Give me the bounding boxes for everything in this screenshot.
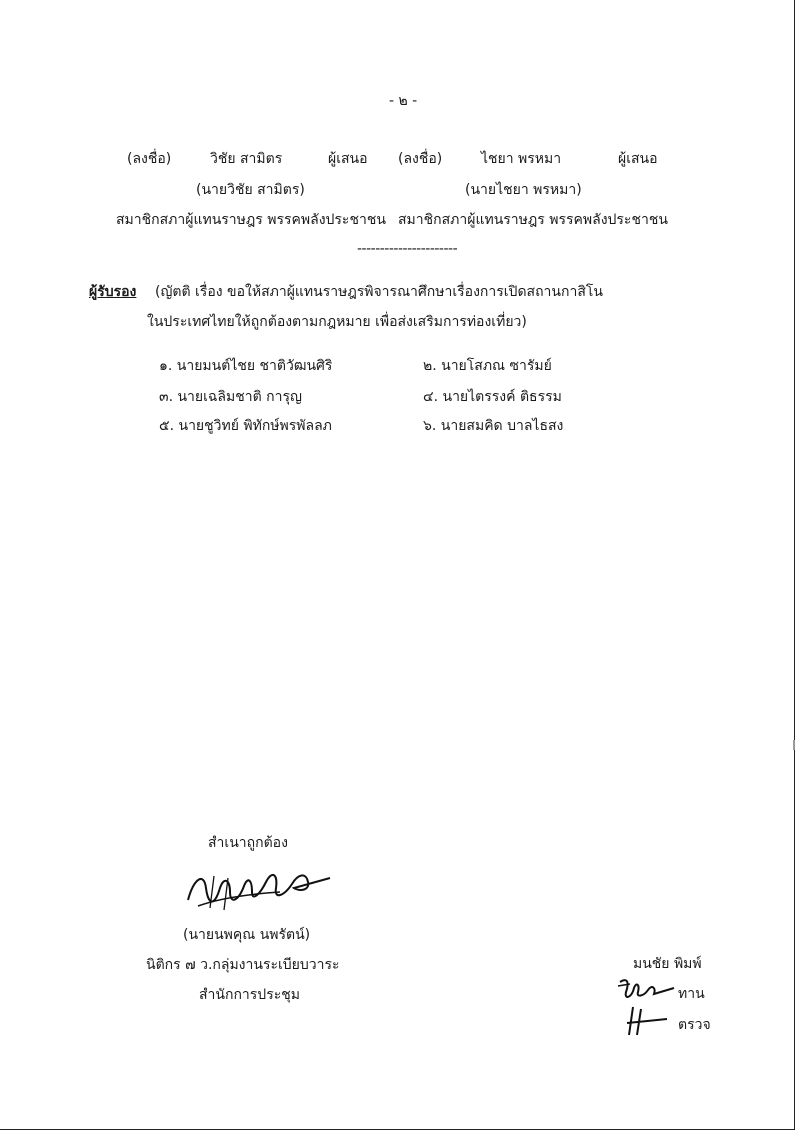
certification-label: สำเนาถูกต้อง bbox=[208, 835, 288, 851]
motion-line-1: (ญัตติ เรื่อง ขอให้สภาผู้แทนราษฎรพิจารณาศึกษาเรื่องการเปิดสถานกาสิโน bbox=[155, 284, 603, 300]
certifier-name: (นายนพคุณ นพรัตน์) bbox=[183, 927, 311, 943]
endorser-2: ๒. นายโสภณ ซารัมย์ bbox=[423, 358, 552, 374]
endorser-6: ๖. นายสมคิด บาลไธสง bbox=[423, 418, 564, 434]
signer-1-signature-name: วิชัย สามิตร bbox=[210, 151, 283, 167]
motion-line-2: ในประเทศไทยให้ถูกต้องตามกฎหมาย เพื่อส่งเสริมการท่องเที่ยว) bbox=[147, 314, 527, 330]
signer-2-position: สมาชิกสภาผู้แทนราษฎร พรรคพลังประชาชน bbox=[398, 212, 668, 228]
signer-2-role: ผู้เสนอ bbox=[618, 151, 658, 167]
page-number: - ๒ - bbox=[389, 93, 418, 109]
endorser-4: ๔. นายไตรรงค์ ติธรรม bbox=[423, 389, 562, 405]
checker-initials bbox=[623, 1005, 673, 1037]
signer-1-full-name: (นายวิชัย สามิตร) bbox=[196, 182, 305, 198]
divider: ---------------------- bbox=[357, 241, 458, 257]
signer-2-signature-name: ไชยา พรหมา bbox=[481, 151, 562, 167]
signer-1-role: ผู้เสนอ bbox=[328, 151, 368, 167]
signer-1-position: สมาชิกสภาผู้แทนราษฎร พรรคพลังประชาชน bbox=[116, 212, 386, 228]
signer-2-full-name: (นายไชยา พรหมา) bbox=[465, 182, 582, 198]
certifier-title: นิติกร ๗ ว.กลุ่มงานระเบียบวาระ bbox=[146, 957, 340, 973]
certifier-office: สำนักการประชุม bbox=[199, 987, 300, 1003]
endorsers-heading: ผู้รับรอง bbox=[89, 284, 137, 300]
certifier-signature bbox=[180, 858, 340, 918]
typist: มนชัย พิมพ์ bbox=[633, 956, 702, 972]
endorser-3: ๓. นายเฉลิมชาติ การุญ bbox=[159, 389, 302, 405]
signer-1-sign-label: (ลงชื่อ) bbox=[127, 151, 172, 167]
endorser-5: ๕. นายชูวิทย์ พิทักษ์พรพัลลภ bbox=[159, 418, 332, 434]
reviewer-label: ทาน bbox=[678, 986, 705, 1002]
endorser-1: ๑. นายมนต์ไชย ชาติวัฒนศิริ bbox=[159, 358, 333, 374]
reviewer-initials bbox=[616, 974, 678, 1004]
checker-label: ตรวจ bbox=[678, 1017, 711, 1033]
signer-2-sign-label: (ลงชื่อ) bbox=[398, 151, 443, 167]
scan-mark bbox=[793, 740, 795, 750]
